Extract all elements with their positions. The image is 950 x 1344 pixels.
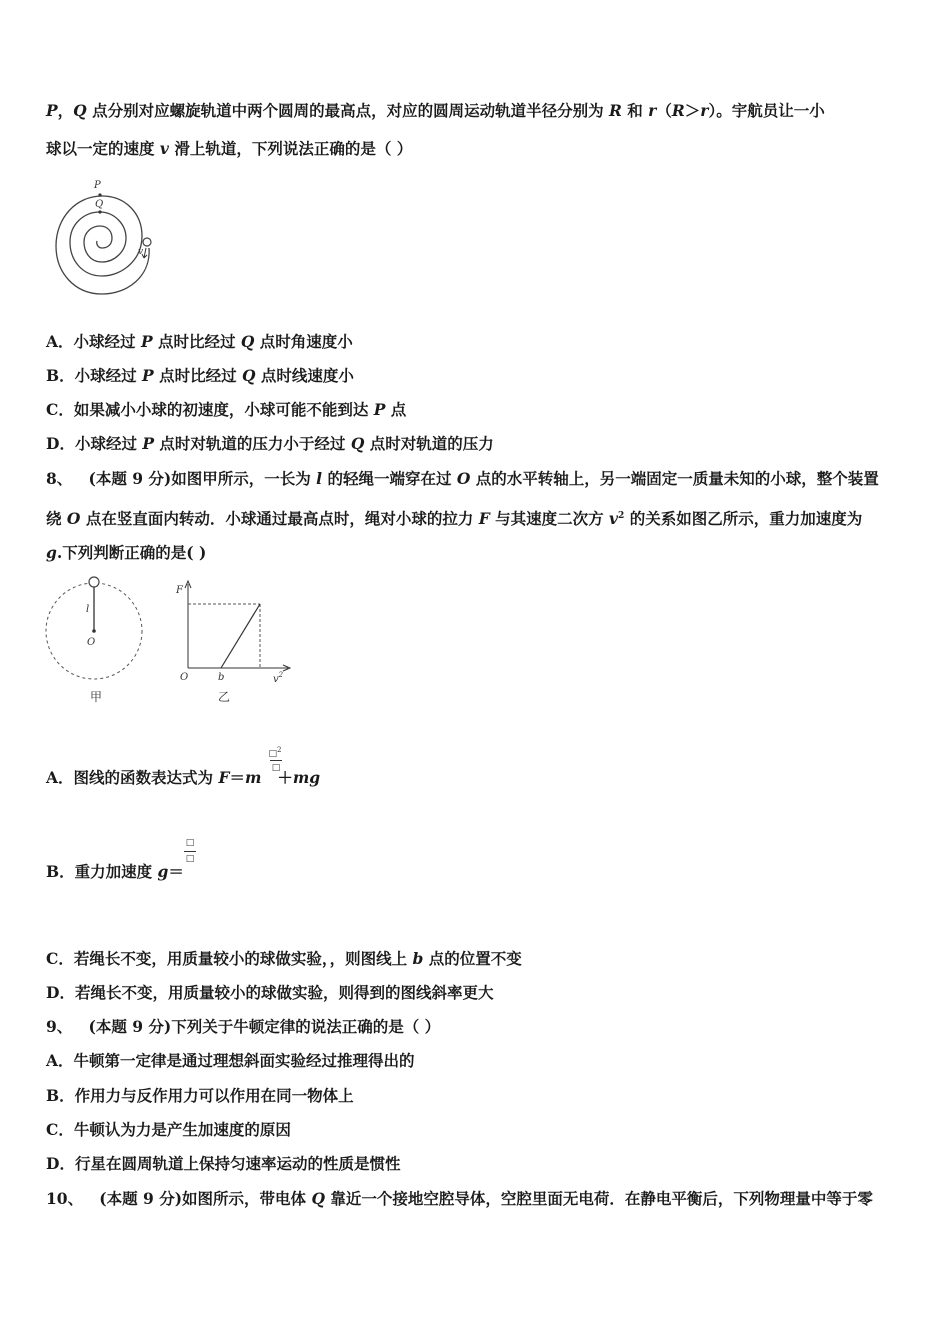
graph-line	[221, 604, 260, 668]
q8-b-frac-bottom: □	[185, 854, 195, 864]
label-origin: O	[180, 672, 189, 683]
label-b: b	[218, 672, 225, 683]
q8-option-d[interactable]: D．若绳长不变，用质量较小的球做实验，则得到的图线斜率更大	[46, 983, 494, 1002]
figure-yi	[172, 576, 297, 711]
point-q	[98, 210, 101, 213]
caption-jia: 甲	[90, 690, 103, 704]
label-l: l	[86, 604, 90, 615]
caption-yi: 乙	[218, 690, 231, 704]
q7-option-c[interactable]: C．如果减小小球的初速度，小球可能不能到达 P 点	[46, 400, 407, 419]
var-p: P	[46, 101, 58, 120]
q10-stem: 10、 (本题 9 分)如图所示，带电体 Q 靠近一个接地空腔导体，空腔里面无电荷．在静电平衡后，下列物理量中等于零	[46, 1189, 873, 1208]
q8-b-frac-bar	[184, 851, 196, 852]
var-r-big: R	[608, 101, 622, 120]
q8-stem-line1: 8、 (本题 9 分)如图甲所示，一长为 l 的轻绳一端穿在过 O 点的水平转轴上，另一端固定一质量未知的小球，整个装置	[46, 469, 879, 488]
q9-option-c[interactable]: C．牛顿认为力是产生加速度的原因	[46, 1120, 291, 1139]
q7-option-b[interactable]: B．小球经过 P 点时比经过 Q 点时线速度小	[46, 366, 354, 385]
q7-stem-line1: P，Q 点分别对应螺旋轨道中两个圆周的最高点，对应的圆周运动轨道半径分别为 R 和 r（R＞r）。宇航员让一小	[46, 101, 825, 120]
var-r-small: r	[648, 101, 657, 120]
q8-a-frac-top: □$^2$	[268, 746, 282, 759]
spiral-track	[56, 196, 149, 294]
label-f: F	[176, 585, 183, 596]
q8-stem-line3: g.下列判断正确的是( )	[46, 543, 207, 562]
q7-stem-line2: 球以一定的速度 v 滑上轨道，下列说法正确的是（ ）	[46, 139, 413, 158]
q9-stem: 9、 (本题 9 分)下列关于牛顿定律的说法正确的是（ ）	[46, 1017, 441, 1036]
var-v: v	[159, 139, 169, 158]
point-p	[98, 193, 101, 196]
q8-a-frac-bottom: □	[271, 763, 281, 773]
label-v: v	[138, 247, 144, 257]
q7-option-a[interactable]: A．小球经过 P 点时比经过 Q 点时角速度小	[46, 332, 353, 351]
q9-option-d[interactable]: D．行星在圆周轨道上保持匀速率运动的性质是惯性	[46, 1154, 401, 1173]
pivot-o	[92, 629, 96, 633]
q8-a-frac-bar	[270, 760, 282, 761]
q9-option-b[interactable]: B．作用力与反作用力可以作用在同一物体上	[46, 1086, 354, 1105]
figure-jia	[40, 574, 150, 709]
q9-option-a[interactable]: A．牛顿第一定律是通过理想斜面实验经过推理得出的	[46, 1051, 415, 1070]
q7-option-d[interactable]: D．小球经过 P 点时对轨道的压力小于经过 Q 点时对轨道的压力	[46, 434, 494, 453]
q8-option-a[interactable]: A．图线的函数表达式为 F＝m ＋mg	[46, 768, 321, 787]
q8-stem-line2: 绕 O 点在竖直面内转动．小球通过最高点时，绳对小球的拉力 F 与其速度二次方 $v^2$ 的关系如图乙所示，重力加速度为	[46, 509, 863, 529]
var-q: Q	[73, 101, 87, 120]
label-o: O	[87, 637, 96, 648]
label-v2: $v^2$	[273, 671, 284, 685]
label-q: Q	[95, 199, 104, 210]
label-p: P	[94, 180, 101, 191]
q8-option-b[interactable]: B．重力加速度 g＝	[46, 862, 184, 881]
q8-b-frac-top: □	[185, 838, 195, 848]
spiral-track-figure	[50, 176, 165, 301]
ball	[143, 238, 151, 246]
q8-option-c[interactable]: C．若绳长不变，用质量较小的球做实验，，则图线上 b 点的位置不变	[46, 949, 522, 968]
ball-top	[89, 577, 99, 587]
